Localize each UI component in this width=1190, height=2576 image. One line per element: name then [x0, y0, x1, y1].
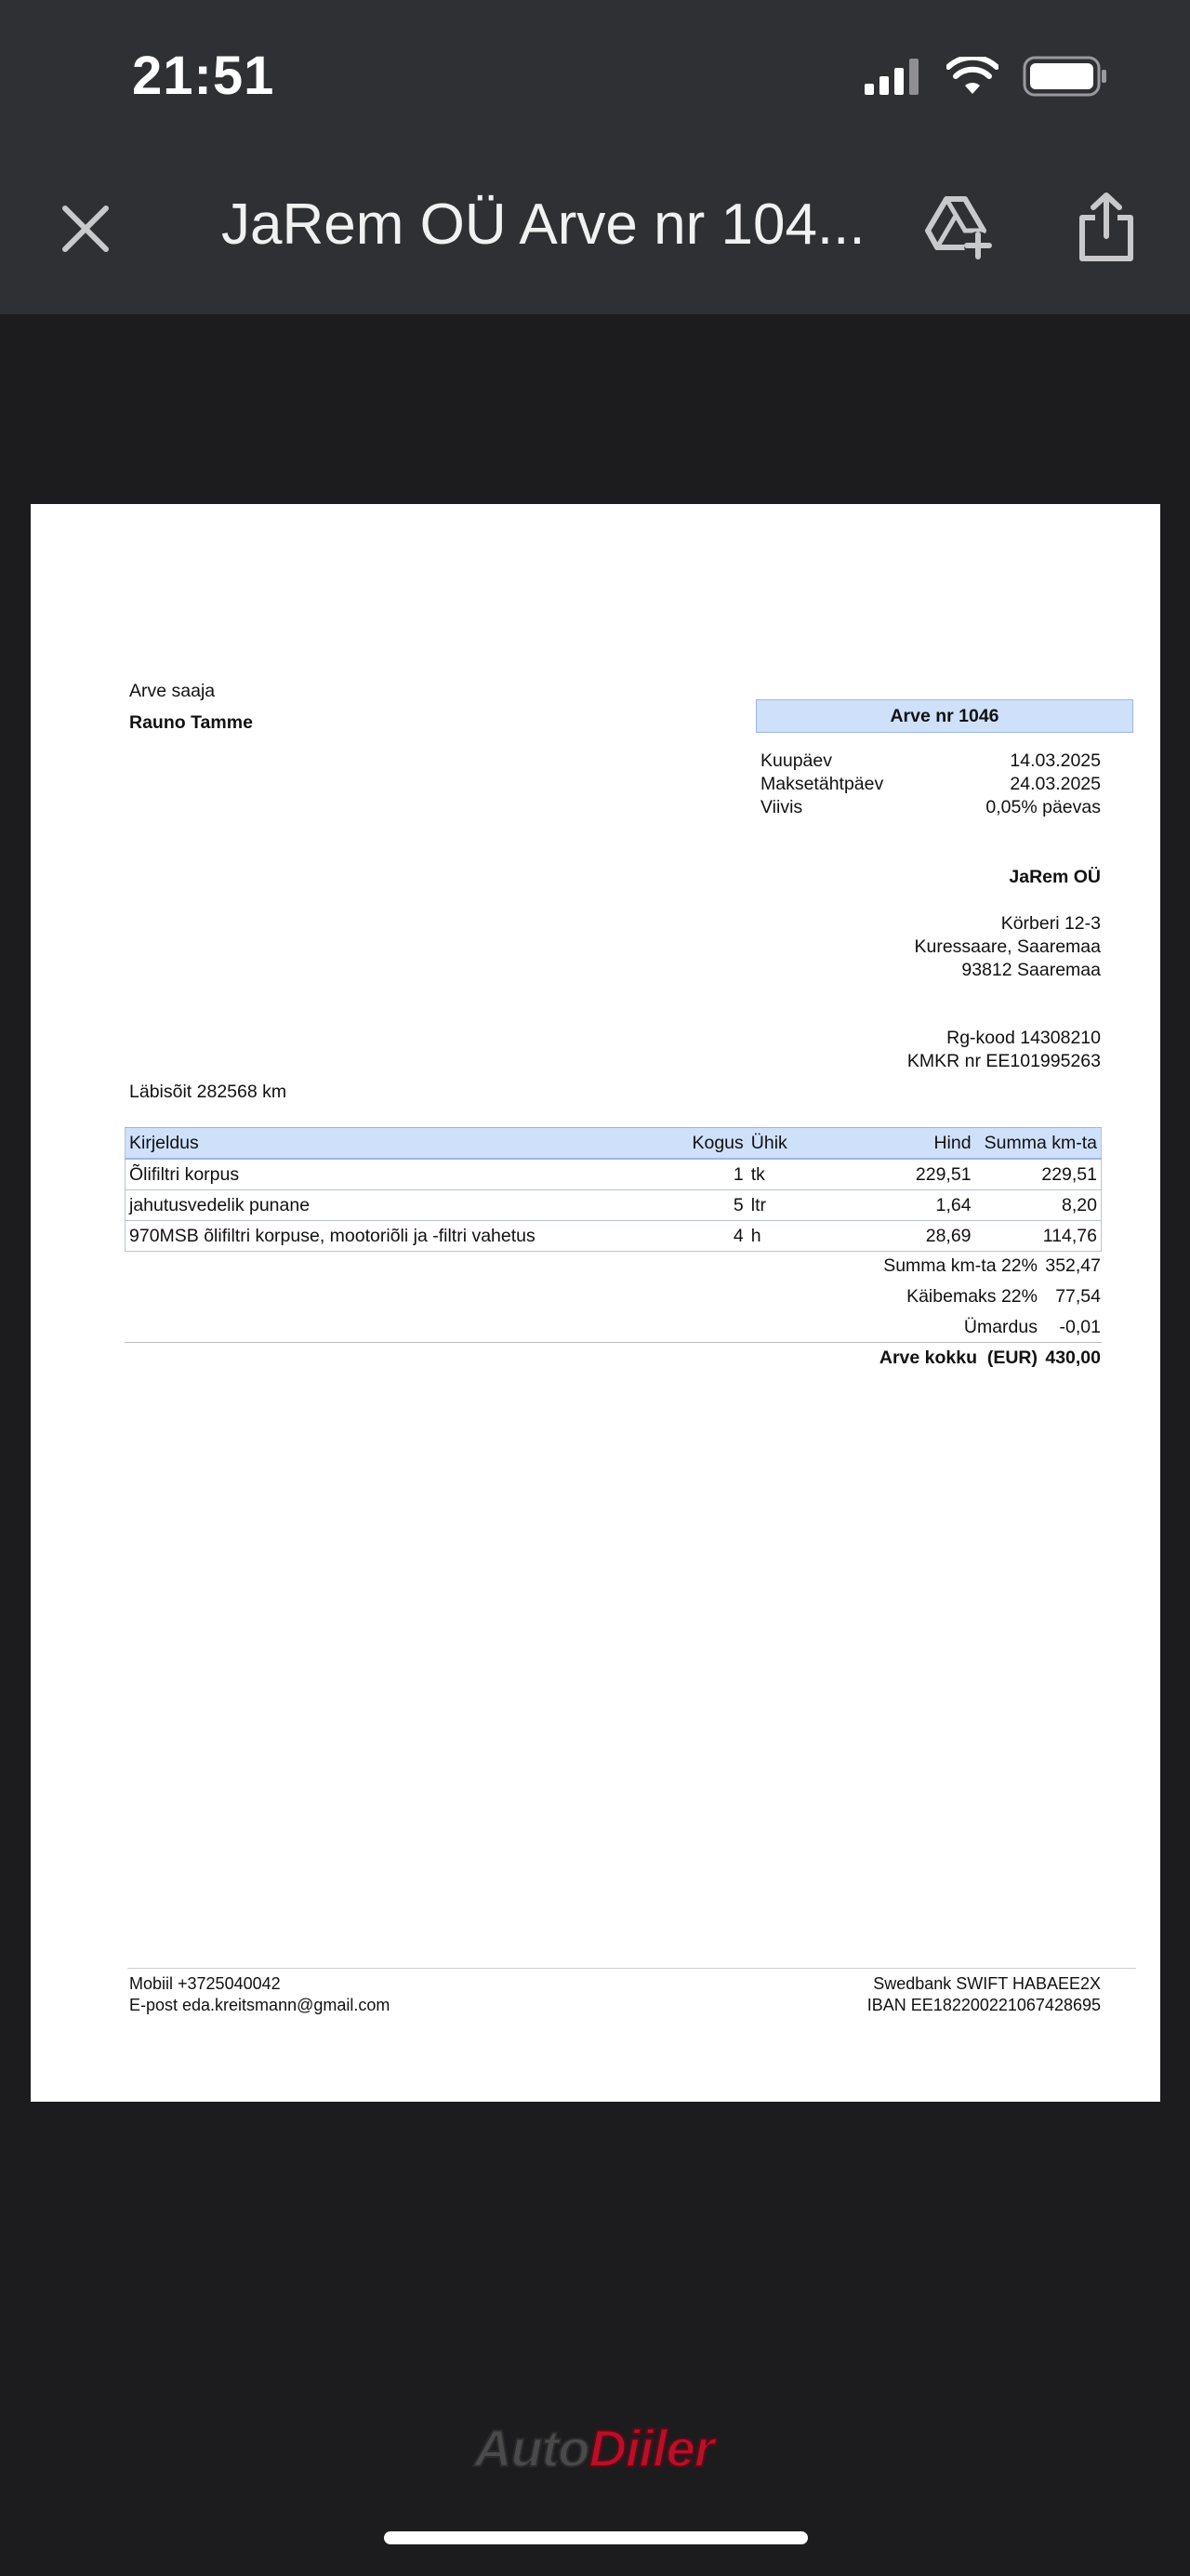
item-unit: ltr [747, 1190, 840, 1221]
meta-due-label: Maksetähtpäev [760, 774, 884, 794]
add-to-drive-icon[interactable] [924, 193, 995, 265]
rounding-value: -0,01 [1059, 1317, 1101, 1337]
meta-date-value: 14.03.2025 [1010, 750, 1101, 771]
subtotal-label: Summa km-ta 22% [883, 1255, 1038, 1276]
table-row [126, 1159, 1102, 1190]
meta-penalty-label: Viivis [760, 797, 803, 817]
col-description: Kirjeldus [126, 1128, 682, 1160]
seller-name: JaRem OÜ [1009, 867, 1101, 887]
totals-divider [125, 1342, 1102, 1343]
battery-icon [1023, 56, 1108, 101]
seller-address-1: Körberi 12-3 [1000, 913, 1101, 934]
seller-vat-number: KMKR nr EE101995263 [906, 1051, 1101, 1071]
item-total: 114,76 [975, 1221, 1102, 1252]
footer-iban: IBAN EE182200221067428695 [866, 1996, 1101, 2014]
meta-date-label: Kuupäev [760, 750, 832, 771]
table-header-row [126, 1128, 1102, 1160]
seller-address-3: 93812 Saaremaa [961, 960, 1101, 980]
item-unit: h [747, 1221, 840, 1252]
meta-due-value: 24.03.2025 [1010, 774, 1101, 794]
share-icon[interactable] [1077, 192, 1136, 267]
autodiiler-logo [474, 2418, 714, 2478]
recipient-label: Arve saaja [129, 681, 216, 701]
footer-divider [127, 1968, 1136, 1969]
item-qty: 4 [682, 1221, 747, 1252]
col-total: Summa km-ta [975, 1128, 1102, 1160]
footer-email: E-post eda.kreitsmann@gmail.com [129, 1996, 390, 2014]
document-title: JaRem OÜ Arve nr 104... [221, 193, 866, 257]
footer-phone: Mobiil +3725040042 [129, 1974, 281, 1993]
top-bar [0, 0, 1190, 314]
table-row [126, 1190, 1102, 1221]
home-indicator[interactable] [384, 2531, 808, 2544]
signal-icon [865, 58, 922, 100]
mileage: Läbisõit 282568 km [129, 1082, 287, 1102]
logo-part-2: Diiler [588, 2419, 714, 2477]
subtotal-value: 352,47 [1045, 1255, 1101, 1276]
invoice-title: Arve nr 1046 [890, 705, 999, 726]
status-time: 21:51 [132, 46, 275, 106]
item-price: 229,51 [840, 1159, 975, 1190]
footer-bank: Swedbank SWIFT HABAEE2X [873, 1974, 1101, 1993]
grand-total-label: Arve kokku (EUR) [879, 1348, 1038, 1368]
vat-label: Käibemaks 22% [906, 1286, 1038, 1307]
col-price: Hind [840, 1128, 975, 1160]
item-qty: 1 [682, 1159, 747, 1190]
seller-address-2: Kuressaare, Saaremaa [914, 936, 1101, 957]
grand-total-value: 430,00 [1045, 1348, 1101, 1368]
wifi-icon [946, 57, 998, 100]
col-unit: Ühik [747, 1128, 840, 1160]
invoice-number [756, 699, 1133, 733]
items-table [125, 1127, 1102, 1252]
logo-part-1: Auto [474, 2419, 589, 2477]
col-qty: Kogus [682, 1128, 747, 1160]
item-description: jahutusvedelik punane [126, 1190, 682, 1221]
rounding-label: Ümardus [963, 1317, 1038, 1337]
item-unit: tk [747, 1159, 840, 1190]
item-price: 1,64 [840, 1190, 975, 1221]
seller-reg-code: Rg-kood 14308210 [946, 1028, 1101, 1048]
item-price: 28,69 [840, 1221, 975, 1252]
item-description: Õlifiltri korpus [126, 1159, 682, 1190]
status-icons [865, 56, 1108, 101]
item-total: 8,20 [975, 1190, 1102, 1221]
invoice-page [31, 504, 1160, 2102]
item-qty: 5 [682, 1190, 747, 1221]
meta-penalty-value: 0,05% päevas [985, 797, 1101, 817]
item-total: 229,51 [975, 1159, 1102, 1190]
vat-value: 77,54 [1055, 1286, 1101, 1307]
recipient-name: Rauno Tamme [129, 712, 253, 733]
table-row [126, 1221, 1102, 1252]
close-icon[interactable] [60, 203, 112, 259]
item-description: 970MSB õlifiltri korpuse, mootoriõli ja -filtri vahetus [126, 1221, 682, 1252]
